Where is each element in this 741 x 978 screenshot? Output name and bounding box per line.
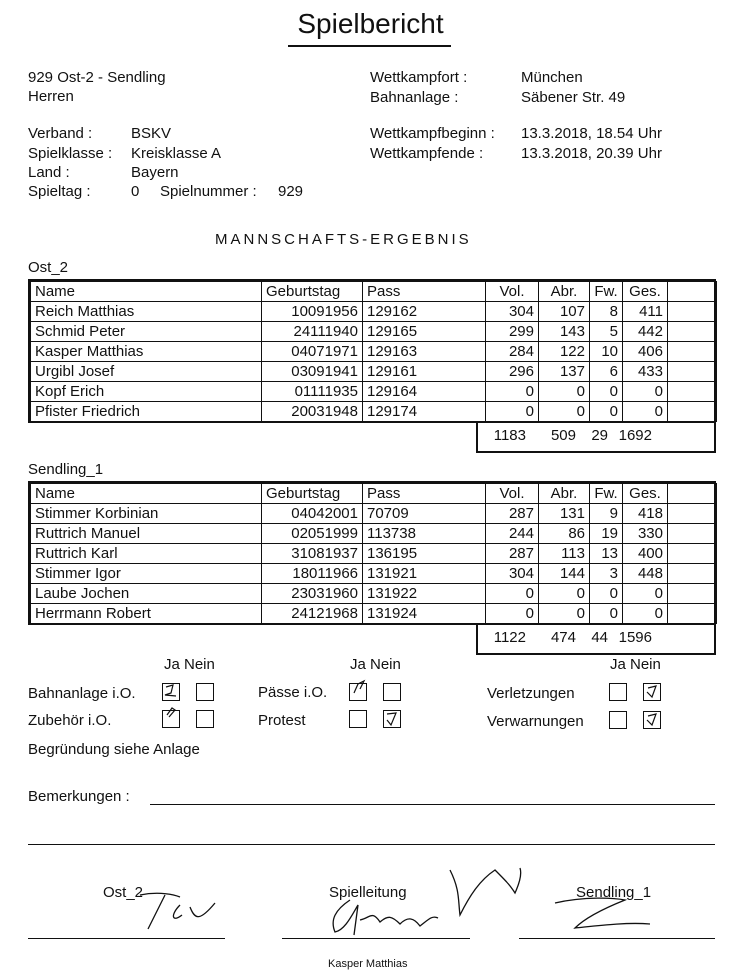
table-row [31,382,717,402]
signature-scribble-team1 [120,885,230,935]
total-abr: 474 [550,629,576,646]
cell-name: Reich Matthias [31,302,262,322]
bahnanlage-label: Bahnanlage : [370,89,459,106]
teams-line: 929 Ost-2 - Sendling [28,69,166,86]
cell-fw: 5 [590,322,623,342]
table-row [31,564,717,584]
cell-fw: 9 [590,504,623,524]
cell-pass: 131924 [363,604,486,624]
table-row [31,362,717,382]
check-mark-icon [644,684,660,700]
bahnanlage-ja-checkbox[interactable] [162,683,180,701]
cell-ges: 448 [623,564,668,584]
cell-abr: 131 [539,504,590,524]
column-header-geburtstag: Geburtstag [262,484,363,504]
column-header-pass: Pass [363,282,486,302]
cell-fw: 0 [590,604,623,624]
cell-fw: 0 [590,382,623,402]
cell-geb: 02051999 [262,524,363,544]
team1-name: Ost_2 [28,259,69,276]
cell-name: Laube Jochen [31,584,262,604]
bemerkungen-line-1 [150,804,715,805]
spielklasse-label: Spielklasse : [28,145,113,162]
total-fw: 44 [591,629,608,646]
cell-pass: 129164 [363,382,486,402]
cell-ges: 418 [623,504,668,524]
column-header-blank [668,282,717,302]
signature-line-spielleitung [282,938,470,939]
column-header-vol: Vol. [486,484,539,504]
column-header-geburtstag: Geburtstag [262,282,363,302]
cell-vol: 284 [486,342,539,362]
zubehoer-nein-checkbox[interactable] [196,710,214,728]
cell-geb: 03091941 [262,362,363,382]
cell-name: Ruttrich Karl [31,544,262,564]
cell-abr: 107 [539,302,590,322]
cell-ges: 0 [623,604,668,624]
cell-vol: 299 [486,322,539,342]
ja-nein-header-1: Ja Nein [164,656,215,673]
cell-name: Pfister Friedrich [31,402,262,422]
cell-name: Ruttrich Manuel [31,524,262,544]
team2-table [30,483,717,624]
paesse-nein-checkbox[interactable] [383,683,401,701]
begruendung-text: Begründung siehe Anlage [28,741,200,758]
signature-scribble-spielleitung [310,860,540,940]
table-row [31,544,717,564]
cell-fw: 3 [590,564,623,584]
cell-abr: 86 [539,524,590,544]
team1-totals [478,426,656,445]
cell-fw: 19 [590,524,623,544]
column-header-pass: Pass [363,484,486,504]
cell-abr: 144 [539,564,590,584]
check-mark-icon [384,711,400,727]
wettkampfort-value: München [521,69,583,86]
spieltag-value: 0 [131,183,140,200]
beginn-value: 13.3.2018, 18.54 Uhr [521,125,662,142]
signature-line-team1 [28,938,225,939]
cell-name: Schmid Peter [31,322,262,342]
cell-vol: 0 [486,402,539,422]
cell-ges: 330 [623,524,668,544]
cell-ges: 442 [623,322,668,342]
protest-nein-checkbox[interactable] [383,710,401,728]
cell-pass: 131922 [363,584,486,604]
cell-blank [668,322,717,342]
ja-nein-header-3: Ja Nein [610,656,661,673]
cell-ges: 400 [623,544,668,564]
bemerkungen-label: Bemerkungen : [28,788,130,805]
cell-geb: 10091956 [262,302,363,322]
cell-name: Stimmer Korbinian [31,504,262,524]
cell-pass: 131921 [363,564,486,584]
total-abr: 509 [550,427,576,444]
signature-label-team1: Ost_2 [103,884,144,901]
table-header-row [31,484,717,504]
cell-blank [668,402,717,422]
cell-pass: 113738 [363,524,486,544]
land-value: Bayern [131,164,179,181]
cell-vol: 287 [486,504,539,524]
cell-geb: 04042001 [262,504,363,524]
column-header-name: Name [31,484,262,504]
bahnanlage-nein-checkbox[interactable] [196,683,214,701]
cell-abr: 0 [539,402,590,422]
verletzungen-ja-checkbox[interactable] [609,683,627,701]
cell-pass: 129162 [363,302,486,322]
cell-blank [668,504,717,524]
cell-name: Stimmer Igor [31,564,262,584]
cell-pass: 136195 [363,544,486,564]
cell-vol: 0 [486,382,539,402]
spielnummer-label: Spielnummer : [160,183,257,200]
column-header-name: Name [31,282,262,302]
cell-abr: 0 [539,604,590,624]
total-ges: 1596 [618,629,652,646]
page-title: Spielbericht [297,8,444,39]
cell-pass: 129161 [363,362,486,382]
team2-name: Sendling_1 [28,461,104,478]
land-label: Land : [28,164,70,181]
cell-blank [668,604,717,624]
cell-blank [668,584,717,604]
cell-vol: 287 [486,544,539,564]
column-header-ges: Ges. [623,282,668,302]
cell-fw: 8 [590,302,623,322]
check-mark-icon [163,684,179,700]
column-header-fw: Fw. [590,282,623,302]
wettkampfort-label: Wettkampfort : [370,69,468,86]
verwarnungen-nein-checkbox[interactable] [643,711,661,729]
cell-blank [668,524,717,544]
cell-geb: 23031960 [262,584,363,604]
cell-abr: 113 [539,544,590,564]
column-header-abr: Abr. [539,282,590,302]
table-row [31,342,717,362]
table-row [31,524,717,544]
column-header-fw: Fw. [590,484,623,504]
category: Herren [28,88,74,105]
section-heading: MANNSCHAFTS-ERGEBNIS [215,231,472,248]
spielklasse-value: Kreisklasse A [131,145,222,162]
column-header-vol: Vol. [486,282,539,302]
spielnummer-value: 929 [278,183,304,200]
cell-geb: 20031948 [262,402,363,422]
cell-vol: 0 [486,604,539,624]
leader-name: Kasper Matthias [328,958,408,970]
ende-label: Wettkampfende : [370,145,484,162]
cell-blank [668,302,717,322]
team2-totals [478,628,656,647]
column-header-abr: Abr. [539,484,590,504]
cell-blank [668,382,717,402]
bahnanlage-value: Säbener Str. 49 [521,89,626,106]
cell-name: Kasper Matthias [31,342,262,362]
verletzungen-check-label: Verletzungen [487,685,575,702]
cell-geb: 24111940 [262,322,363,342]
total-ges: 1692 [618,427,652,444]
cell-fw: 0 [590,584,623,604]
signature-scribble-team2 [545,888,665,938]
verband-value: BSKV [131,125,172,142]
ja-nein-header-2: Ja Nein [350,656,401,673]
cell-ges: 411 [623,302,668,322]
cell-blank [668,342,717,362]
beginn-label: Wettkampfbeginn : [370,125,495,142]
check-mark-icon [350,679,370,699]
cell-abr: 122 [539,342,590,362]
cell-geb: 24121968 [262,604,363,624]
ende-value: 13.3.2018, 20.39 Uhr [521,145,662,162]
paesse-check-label: Pässe i.O. [258,684,328,701]
cell-pass: 129165 [363,322,486,342]
signature-line-team2 [519,938,715,939]
total-vol: 1122 [493,629,526,646]
check-mark-icon [163,705,179,721]
cell-ges: 433 [623,362,668,382]
table-row [31,504,717,524]
protest-ja-checkbox[interactable] [349,710,367,728]
cell-vol: 304 [486,302,539,322]
verwarnungen-ja-checkbox[interactable] [609,711,627,729]
cell-vol: 296 [486,362,539,382]
cell-ges: 0 [623,382,668,402]
cell-name: Herrmann Robert [31,604,262,624]
cell-pass: 129163 [363,342,486,362]
cell-geb: 01111935 [262,382,363,402]
cell-blank [668,544,717,564]
verband-label: Verband : [28,125,93,142]
cell-fw: 10 [590,342,623,362]
cell-abr: 0 [539,584,590,604]
paesse-ja-checkbox[interactable] [349,683,367,701]
cell-ges: 0 [623,584,668,604]
column-header-blank [668,484,717,504]
table-row [31,584,717,604]
cell-geb: 18011966 [262,564,363,584]
cell-fw: 6 [590,362,623,382]
cell-fw: 0 [590,402,623,422]
table-row [31,402,717,422]
title-underline [288,45,451,47]
verletzungen-nein-checkbox[interactable] [643,683,661,701]
cell-pass: 70709 [363,504,486,524]
table-row [31,322,717,342]
cell-name: Kopf Erich [31,382,262,402]
cell-abr: 137 [539,362,590,382]
cell-vol: 304 [486,564,539,584]
cell-abr: 0 [539,382,590,402]
protest-check-label: Protest [258,712,306,729]
cell-ges: 0 [623,402,668,422]
table-row [31,302,717,322]
verwarnungen-check-label: Verwarnungen [487,713,584,730]
bemerkungen-line-2 [28,844,715,845]
team1-table [30,281,717,422]
total-fw: 29 [591,427,608,444]
cell-pass: 129174 [363,402,486,422]
check-mark-icon [644,712,660,728]
cell-abr: 143 [539,322,590,342]
table-header-row [31,282,717,302]
cell-name: Urgibl Josef [31,362,262,382]
cell-vol: 0 [486,584,539,604]
column-header-ges: Ges. [623,484,668,504]
cell-vol: 244 [486,524,539,544]
cell-geb: 04071971 [262,342,363,362]
cell-ges: 406 [623,342,668,362]
zubehoer-ja-checkbox[interactable] [162,710,180,728]
zubehoer-check-label: Zubehör i.O. [28,712,112,729]
signature-label-team2: Sendling_1 [576,884,652,901]
cell-fw: 13 [590,544,623,564]
cell-geb: 31081937 [262,544,363,564]
table-row [31,604,717,624]
bahnanlage-check-label: Bahnanlage i.O. [28,685,136,702]
total-vol: 1183 [493,427,526,444]
spieltag-label: Spieltag : [28,183,91,200]
signature-label-spielleitung: Spielleitung [329,884,407,901]
cell-blank [668,564,717,584]
cell-blank [668,362,717,382]
